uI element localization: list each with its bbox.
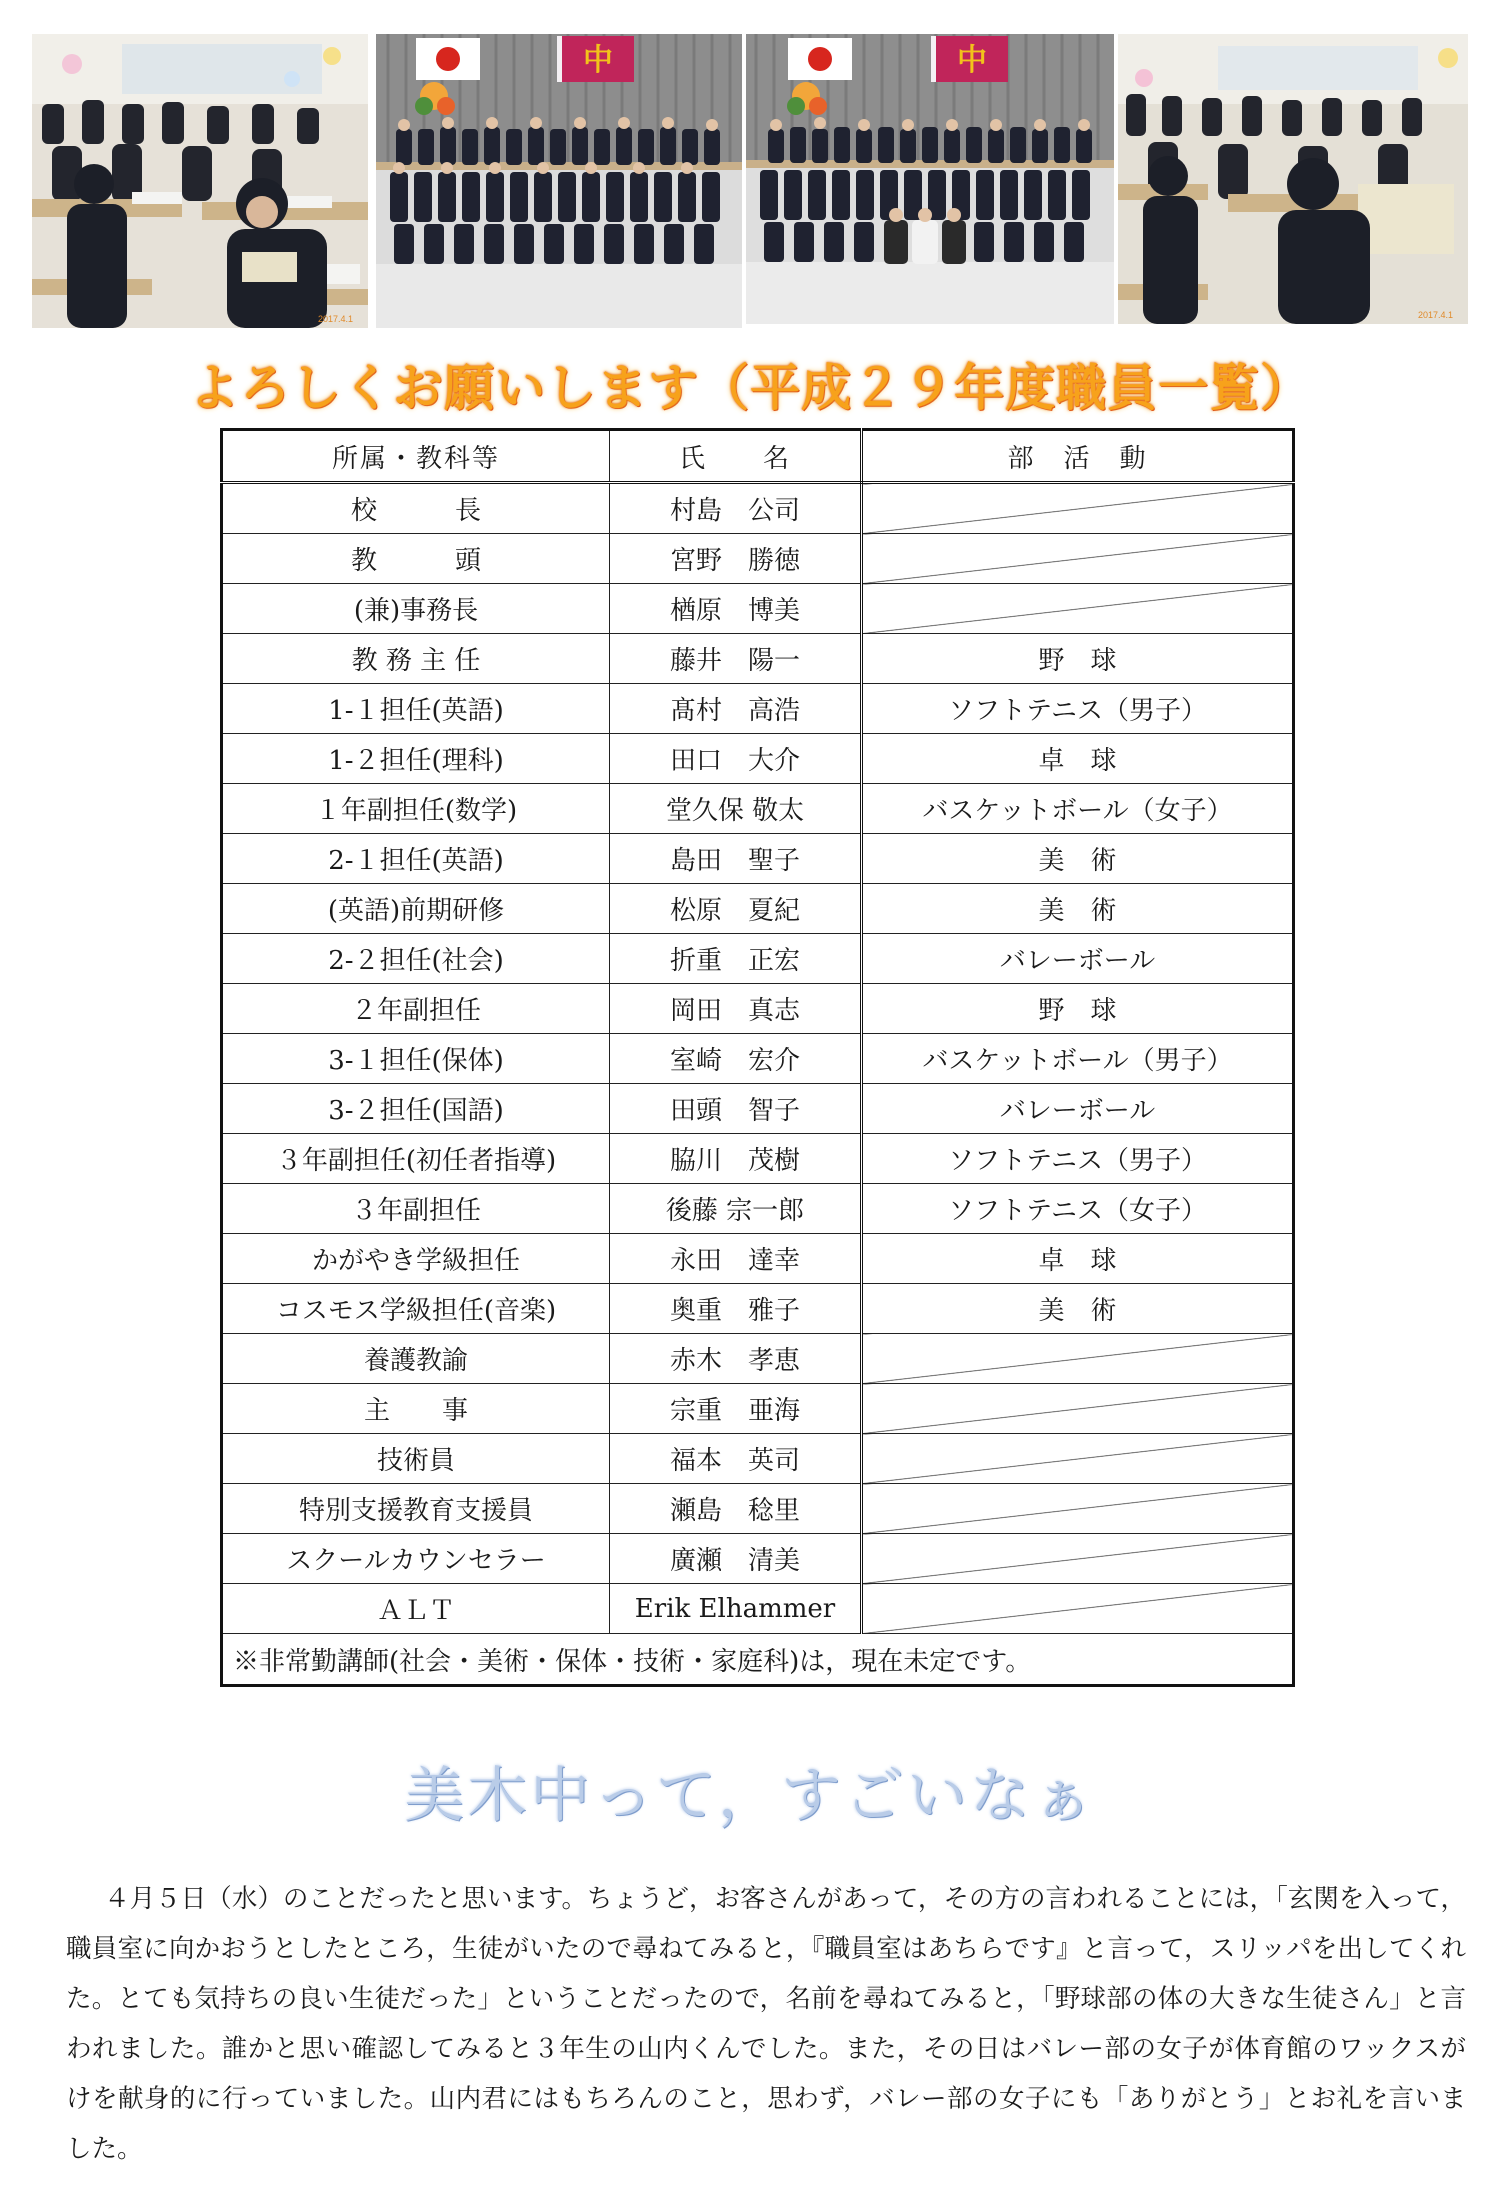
name-cell: 廣瀬 清美 xyxy=(610,1534,862,1584)
svg-text:中: 中 xyxy=(957,43,987,78)
club-cell: ソフトテニス（男子） xyxy=(862,1134,1294,1184)
classroom-photo-right xyxy=(1118,34,1468,324)
role-cell: 主 事 xyxy=(222,1384,610,1434)
name-cell: 福本 英司 xyxy=(610,1434,862,1484)
club-cell-empty xyxy=(862,483,1294,534)
name-cell: 楢原 博美 xyxy=(610,584,862,634)
table-row xyxy=(222,1484,1294,1534)
table-row xyxy=(222,1184,1294,1234)
page-title: よろしくお願いします（平成２９年度職員一覧） xyxy=(189,358,1311,417)
staff-table xyxy=(220,428,1295,1687)
role-cell: 1-２担任(理科) xyxy=(222,734,610,784)
name-cell: 島田 聖子 xyxy=(610,834,862,884)
table-row xyxy=(222,1334,1294,1384)
club-cell: バスケットボール（女子） xyxy=(862,784,1294,834)
group-photo-stage-2 xyxy=(746,34,1114,324)
classroom-photo-left xyxy=(32,34,368,328)
name-cell: 村島 公司 xyxy=(610,483,862,534)
role-cell: 2-２担任(社会) xyxy=(222,934,610,984)
club-cell: バレーボール xyxy=(862,934,1294,984)
role-cell: 特別支援教育支援員 xyxy=(222,1484,610,1534)
club-cell: 卓 球 xyxy=(862,734,1294,784)
club-cell: 美 術 xyxy=(862,1284,1294,1334)
table-row xyxy=(222,684,1294,734)
table-row xyxy=(222,834,1294,884)
table-row xyxy=(222,1134,1294,1184)
role-cell: ２年副担任 xyxy=(222,984,610,1034)
table-row xyxy=(222,884,1294,934)
role-cell: 教 務 主 任 xyxy=(222,634,610,684)
club-cell-empty xyxy=(862,1384,1294,1434)
section-heading: 美木中って，すごいなぁ xyxy=(404,1761,1096,1831)
club-cell-empty xyxy=(862,584,1294,634)
name-cell: 奥重 雅子 xyxy=(610,1284,862,1334)
role-cell: (英語)前期研修 xyxy=(222,884,610,934)
role-cell: ＡＬＴ xyxy=(222,1584,610,1634)
table-row xyxy=(222,534,1294,584)
club-cell: ソフトテニス（男子） xyxy=(862,684,1294,734)
club-cell: 野 球 xyxy=(862,634,1294,684)
club-cell: 美 術 xyxy=(862,884,1294,934)
column-header-club: 部 活 動 xyxy=(862,430,1294,483)
club-cell-empty xyxy=(862,1584,1294,1634)
name-cell: 岡田 真志 xyxy=(610,984,862,1034)
role-cell: (兼)事務長 xyxy=(222,584,610,634)
table-row xyxy=(222,1234,1294,1284)
name-cell: 田口 大介 xyxy=(610,734,862,784)
club-cell: バスケットボール（男子） xyxy=(862,1034,1294,1084)
club-cell-empty xyxy=(862,1434,1294,1484)
club-cell-empty xyxy=(862,1534,1294,1584)
role-cell: かがやき学級担任 xyxy=(222,1234,610,1284)
name-cell: 後藤 宗一郎 xyxy=(610,1184,862,1234)
club-cell: 野 球 xyxy=(862,984,1294,1034)
name-cell: 宮野 勝徳 xyxy=(610,534,862,584)
role-cell: 教 頭 xyxy=(222,534,610,584)
role-cell: 1-１担任(英語) xyxy=(222,684,610,734)
name-cell: 髙村 高浩 xyxy=(610,684,862,734)
name-cell: 赤木 孝恵 xyxy=(610,1334,862,1384)
table-row xyxy=(222,734,1294,784)
table-row xyxy=(222,1284,1294,1334)
name-cell: 永田 達幸 xyxy=(610,1234,862,1284)
role-cell: １年副担任(数学) xyxy=(222,784,610,834)
club-cell: 卓 球 xyxy=(862,1234,1294,1284)
role-cell: ３年副担任(初任者指導) xyxy=(222,1134,610,1184)
column-header-name: 氏 名 xyxy=(610,430,862,483)
club-cell-empty xyxy=(862,1484,1294,1534)
table-row xyxy=(222,1584,1294,1634)
name-cell: 藤井 陽一 xyxy=(610,634,862,684)
club-cell: バレーボール xyxy=(862,1084,1294,1134)
role-cell: 技術員 xyxy=(222,1434,610,1484)
table-row xyxy=(222,1534,1294,1584)
role-cell: 3-１担任(保体) xyxy=(222,1034,610,1084)
role-cell: 3-２担任(国語) xyxy=(222,1084,610,1134)
svg-text:2017.4.1: 2017.4.1 xyxy=(318,314,354,324)
table-note-row xyxy=(222,1634,1294,1686)
role-cell: 校 長 xyxy=(222,483,610,534)
table-row xyxy=(222,634,1294,684)
svg-text:2017.4.1: 2017.4.1 xyxy=(1418,310,1454,320)
table-row xyxy=(222,1084,1294,1134)
table-row xyxy=(222,1434,1294,1484)
role-cell: 2-１担任(英語) xyxy=(222,834,610,884)
table-row xyxy=(222,784,1294,834)
table-row xyxy=(222,984,1294,1034)
name-cell: 田頭 智子 xyxy=(610,1084,862,1134)
club-cell-empty xyxy=(862,534,1294,584)
name-cell: 松原 夏紀 xyxy=(610,884,862,934)
table-row xyxy=(222,934,1294,984)
group-photo-stage-1 xyxy=(376,34,742,328)
column-header-role: 所属・教科等 xyxy=(222,430,610,483)
table-row xyxy=(222,584,1294,634)
name-cell: Erik Elhammer xyxy=(610,1584,862,1634)
club-cell: ソフトテニス（女子） xyxy=(862,1184,1294,1234)
article-paragraph: ４月５日（水）のことだったと思います。ちょうど，お客さんがあって，その方の言われることには，「玄関を入って，職員室に向かおうとしたところ，生徒がいたので尋ねてみると，『職員室はあちらです』と言って，スリッパを出してくれた。とても気持ちの良い生徒だった」ということだったので，名前を尋ねてみると，「野球部の体の大きな生徒さん」と言われました。誰かと思い確認してみると３年生の山内くんでした。また，その日はバレー部の女子が体育館のワックスがけを献身的に行っていました。山内君にはもちろんのこと，思わず，バレー部の女子にも「ありがとう」とお礼を言いました。 xyxy=(66,1883,1466,2164)
table-row xyxy=(222,1034,1294,1084)
name-cell: 宗重 亜海 xyxy=(610,1384,862,1434)
photo-strip xyxy=(32,34,1468,328)
role-cell: ３年副担任 xyxy=(222,1184,610,1234)
table-row xyxy=(222,1384,1294,1434)
name-cell: 室崎 宏介 xyxy=(610,1034,862,1084)
name-cell: 瀬島 稔里 xyxy=(610,1484,862,1534)
name-cell: 折重 正宏 xyxy=(610,934,862,984)
role-cell: 養護教諭 xyxy=(222,1334,610,1384)
name-cell: 脇川 茂樹 xyxy=(610,1134,862,1184)
table-row xyxy=(222,483,1294,534)
table-note: ※非常勤講師(社会・美術・保体・技術・家庭科)は，現在未定です。 xyxy=(222,1634,1294,1686)
club-cell: 美 術 xyxy=(862,834,1294,884)
svg-text:中: 中 xyxy=(583,43,613,78)
club-cell-empty xyxy=(862,1334,1294,1384)
name-cell: 堂久保 敬太 xyxy=(610,784,862,834)
role-cell: コスモス学級担任(音楽) xyxy=(222,1284,610,1334)
role-cell: スクールカウンセラー xyxy=(222,1534,610,1584)
table-header-row xyxy=(222,430,1294,483)
